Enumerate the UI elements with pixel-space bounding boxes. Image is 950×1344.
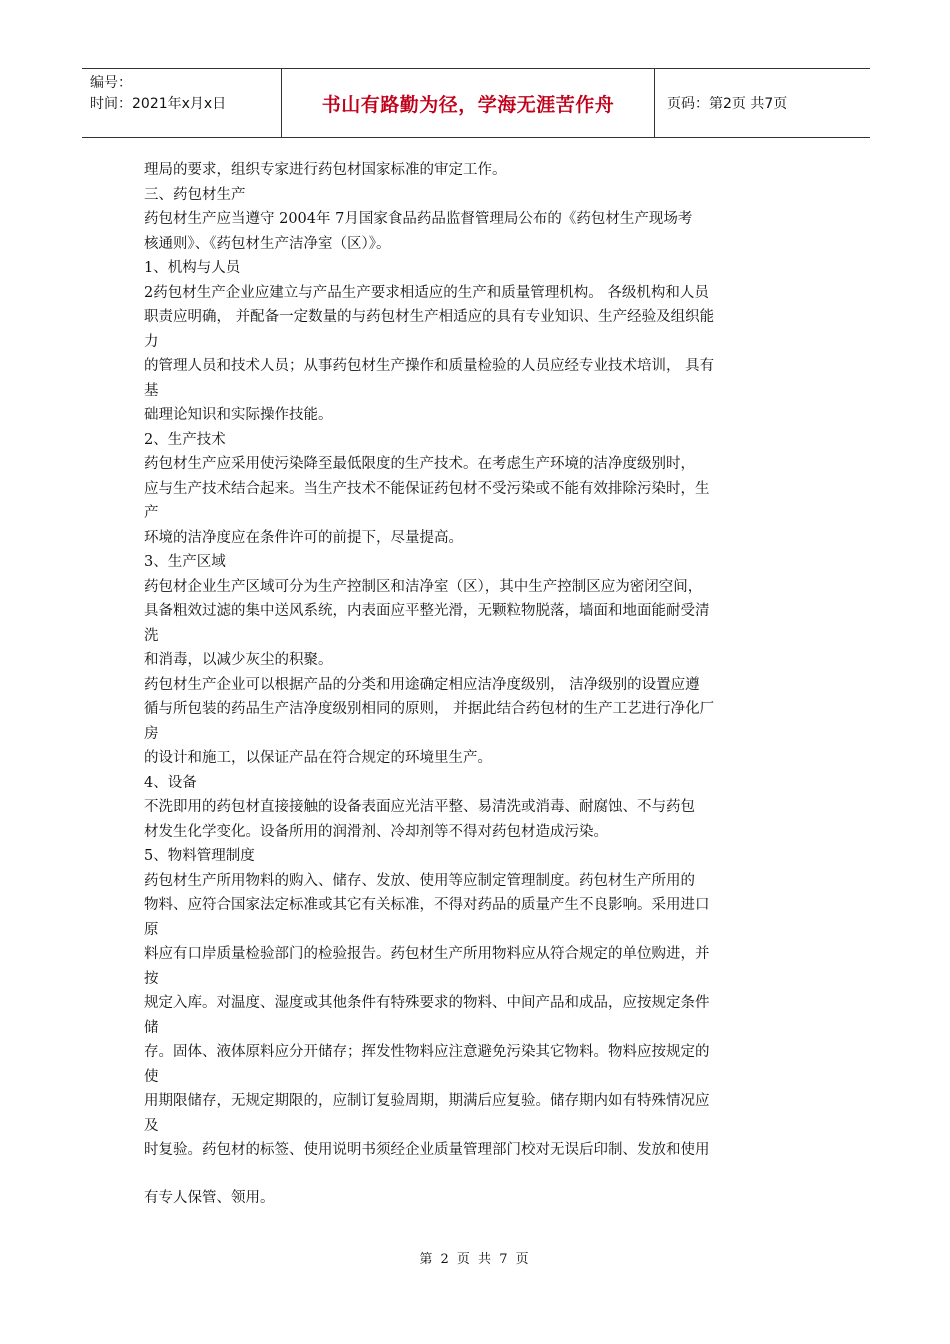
body-line: 应与生产技术结合起来。当生产技术不能保证药包材不受污染或不能有效排除污染时，生 <box>144 480 710 497</box>
body-line: 有专人保管、领用。 <box>144 1189 275 1206</box>
body-line: 职责应明确， 并配备一定数量的与药包材生产相适应的具有专业知识、生产经验及组织能 <box>144 309 715 325</box>
document-date: 时间：2021年x月x日 <box>90 96 227 112</box>
body-line: 药包材企业生产区域可分为生产控制区和洁净室（区），其中生产控制区应为密闭空间， <box>144 578 703 595</box>
body-line: 和消毒，以减少灰尘的积聚。 <box>144 652 333 668</box>
body-line: 药包材生产所用物料的购入、储存、发放、使用等应制定管理制度。药包材生产所用的 <box>144 872 695 889</box>
body-line: 用期限储存，无规定期限的，应制订复验周期，期满后应复验。储存期内如有特殊情况应 <box>144 1093 710 1109</box>
body-line: 循与所包装的药品生产洁净度级别相同的原则， 并据此结合药包材的生产工艺进行净化厂 <box>144 701 715 717</box>
body-line: 存。固体、液体原料应分开储存；挥发性物料应注意避免污染其它物料。物料应按规定的 <box>144 1044 710 1060</box>
body-line: 基 <box>144 382 159 399</box>
body-line: 核通则》、《药包材生产洁净室（区）》。 <box>144 235 391 252</box>
body-line: 原 <box>144 921 159 938</box>
body-line: 药包材生产企业可以根据产品的分类和用途确定相应洁净度级别， 洁净级别的设置应遵 <box>144 676 700 693</box>
body-line: 1、机构与人员 <box>144 260 241 276</box>
body-line: 三、药包材生产 <box>144 186 246 203</box>
body-line: 药包材生产应当遵守 2004年 7月国家食品药品监督管理局公布的《药包材生产现场考 <box>144 211 693 227</box>
header-motto: 书山有路勤为径，学海无涯苦作舟 <box>282 69 655 137</box>
body-line: 使 <box>144 1068 159 1085</box>
body-line: 时复验。药包材的标签、使用说明书须经企业质量管理部门校对无误后印制、发放和使用 <box>144 1142 710 1158</box>
body-line: 力 <box>144 333 159 350</box>
body-line: 物料、应符合国家法定标准或其它有关标准，不得对药品的质量产生不良影响。采用进口 <box>144 897 710 913</box>
page-footer: 第 2 页 共 7 页 <box>419 1252 531 1267</box>
header-meta <box>82 69 282 137</box>
body-line: 洗 <box>144 627 159 644</box>
body-line: 料应有口岸质量检验部门的检验报告。药包材生产所用物料应从符合规定的单位购进，并 <box>144 946 710 962</box>
body-line: 产 <box>144 505 159 521</box>
page-header <box>82 68 870 138</box>
body-line: 不洗即用的药包材直接接触的设备表面应光洁平整、易清洗或消毒、耐腐蚀、不与药包 <box>144 799 695 815</box>
header-page-info: 页码：第2页 共7页 <box>667 96 788 112</box>
body-line: 环境的洁净度应在条件许可的前提下，尽量提高。 <box>144 529 463 546</box>
body-line: 材发生化学变化。设备所用的润滑剂、冷却剂等不得对药包材造成污染。 <box>144 823 608 840</box>
body-line: 4、设备 <box>144 774 197 791</box>
body-line: 药包材生产应采用使污染降至最低限度的生产技术。在考虑生产环境的洁净度级别时， <box>144 456 695 472</box>
body-line: 础理论知识和实际操作技能。 <box>144 407 333 423</box>
body-line: 的管理人员和技术人员；从事药包材生产操作和质量检验的人员应经专业技术培训， 具有 <box>144 358 715 374</box>
body-line: 2、生产技术 <box>144 431 226 448</box>
body-line: 理局的要求，组织专家进行药包材国家标准的审定工作。 <box>144 162 507 178</box>
body-line: 3、生产区域 <box>144 554 226 570</box>
body-line: 规定入库。对温度、湿度或其他条件有特殊要求的物料、中间产品和成品，应按规定条件 <box>144 995 710 1011</box>
document-body <box>144 158 812 1210</box>
document-number-label: 编号： <box>90 75 132 91</box>
body-line: 5、物料管理制度 <box>144 848 255 864</box>
body-line: 2药包材生产企业应建立与产品生产要求相适应的生产和质量管理机构。 各级机构和人员 <box>144 284 709 301</box>
body-line: 储 <box>144 1019 159 1036</box>
body-line: 的设计和施工，以保证产品在符合规定的环境里生产。 <box>144 750 492 766</box>
body-line: 具备粗效过滤的集中送风系统，内表面应平整光滑，无颗粒物脱落，墙面和地面能耐受清 <box>144 603 710 619</box>
body-line: 房 <box>144 725 159 742</box>
body-line: 及 <box>144 1117 159 1134</box>
body-line: 按 <box>144 970 159 987</box>
